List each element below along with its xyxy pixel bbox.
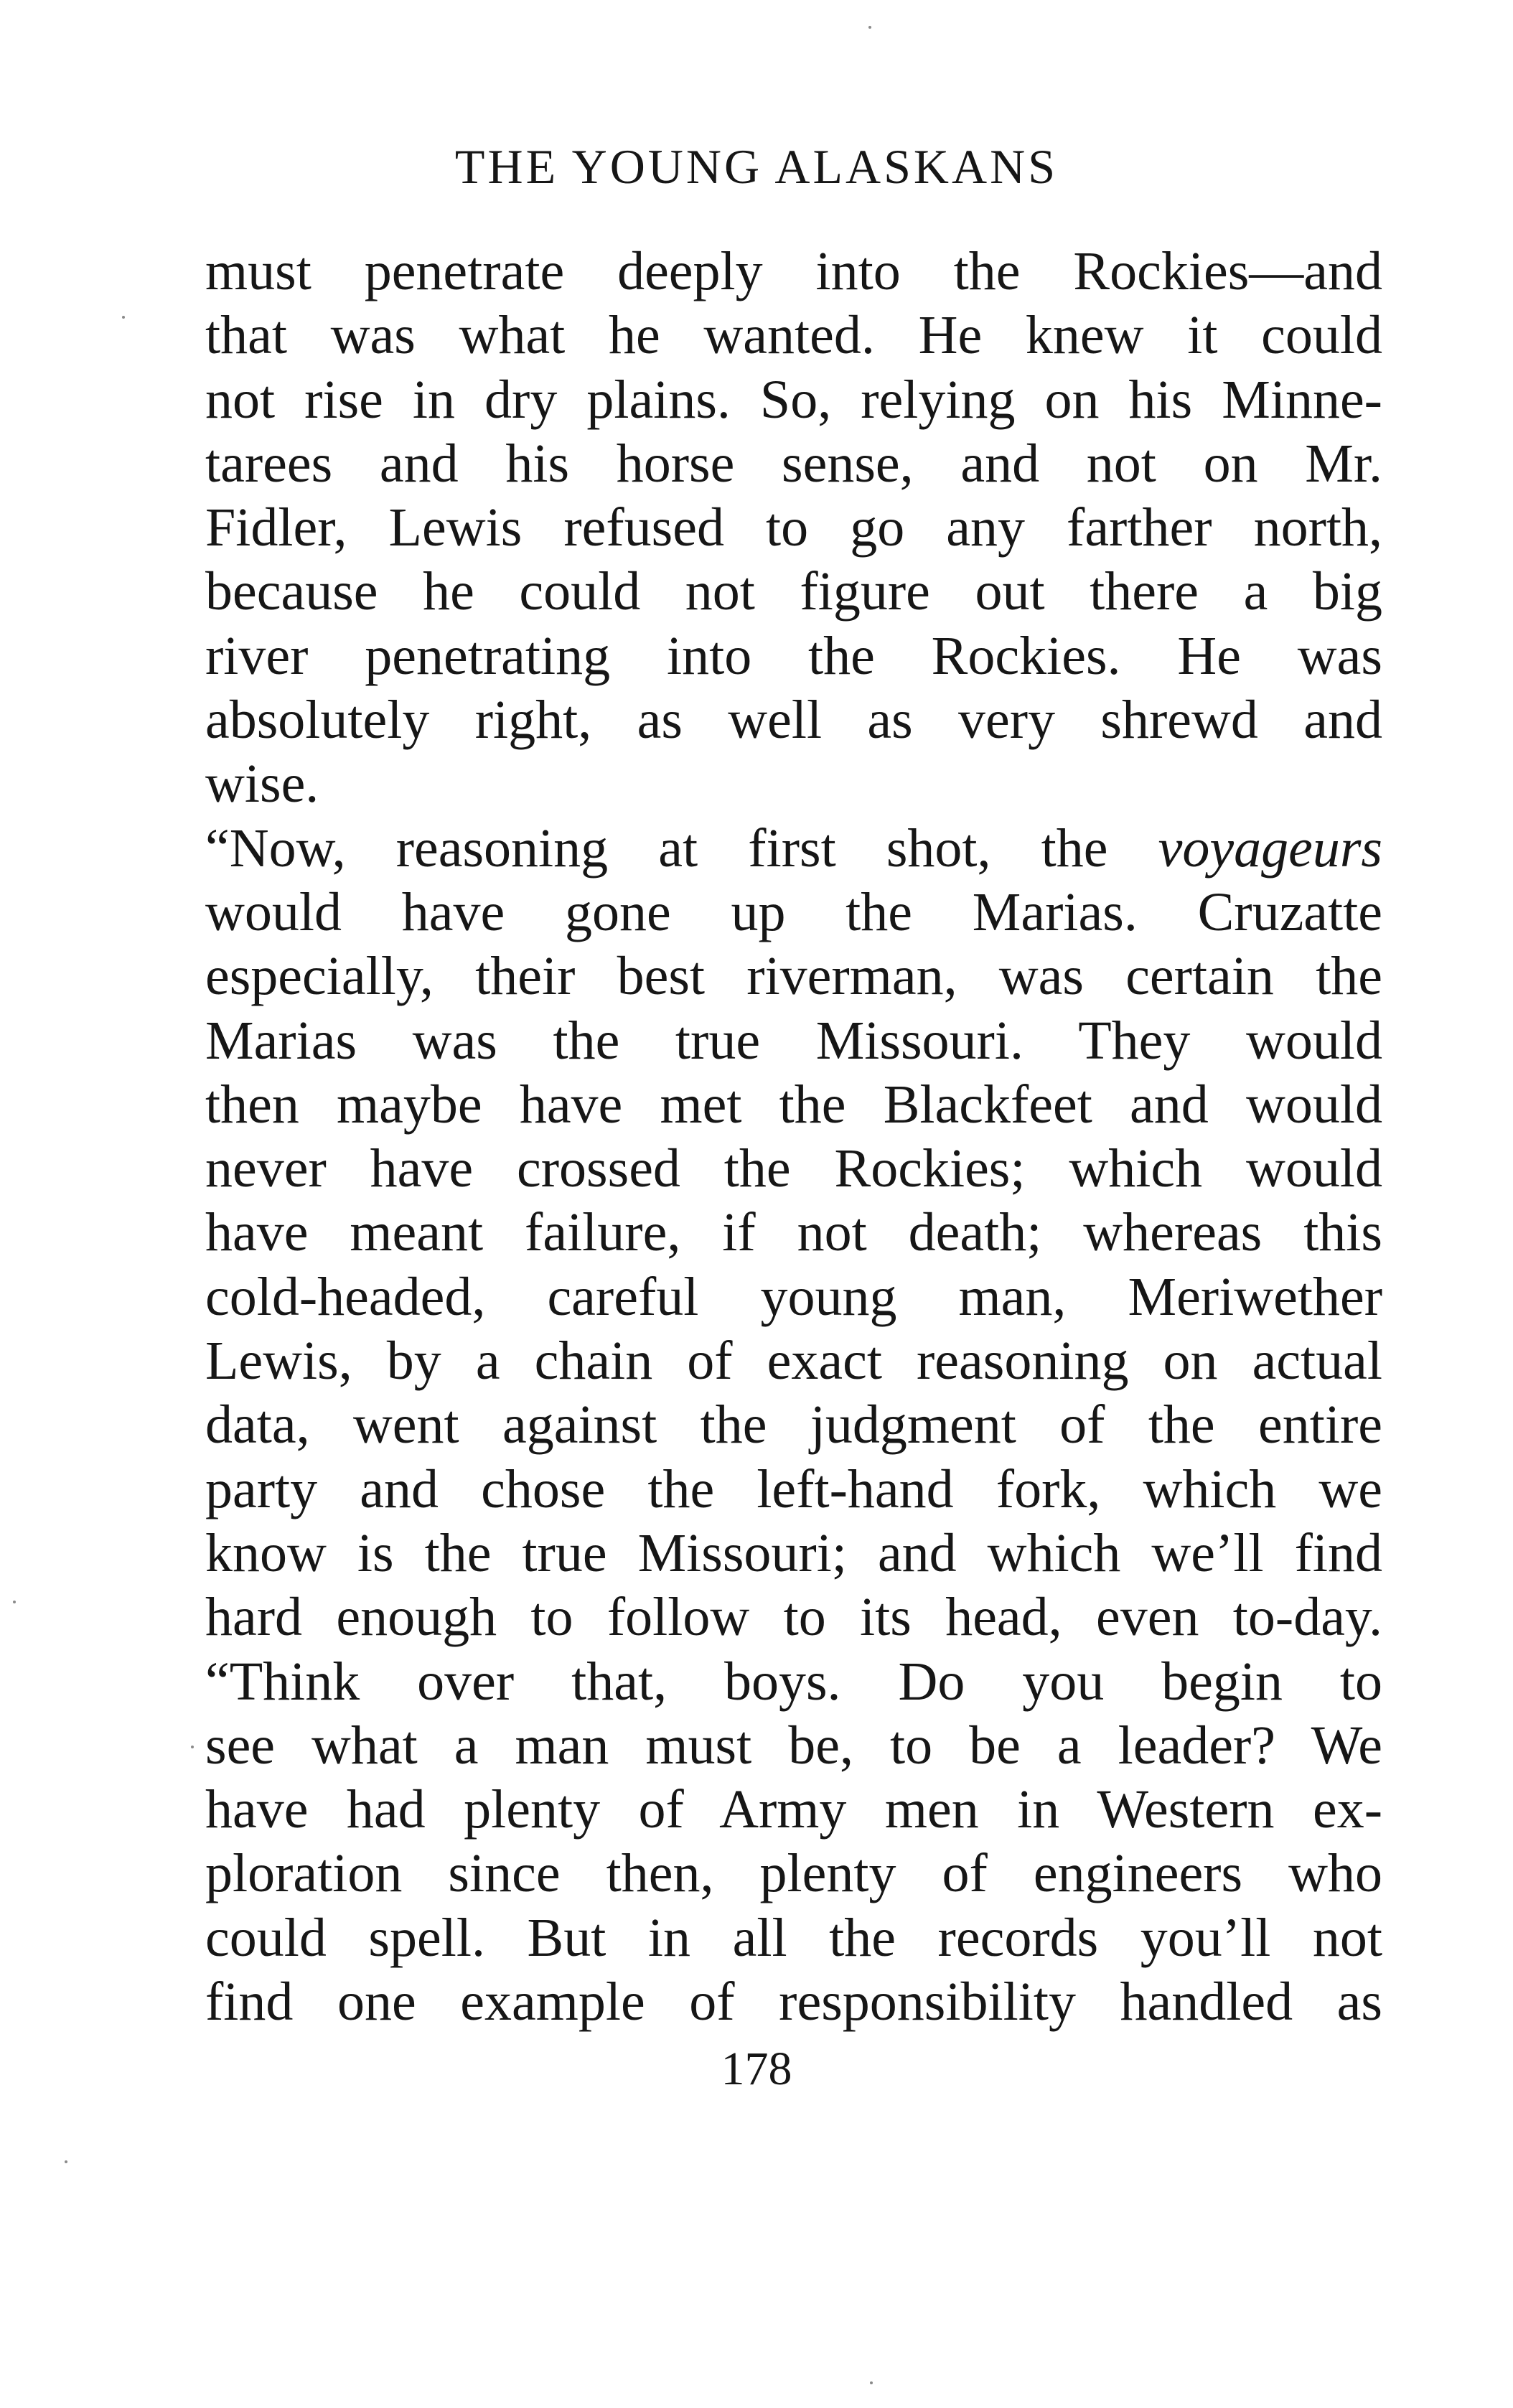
text-line: never have crossed the Rockies; which would bbox=[205, 1138, 1382, 1199]
text-line: Fidler, Lewis refused to go any farther north, bbox=[205, 497, 1382, 558]
text-line: absolutely right, as well as very shrewd and bbox=[205, 690, 1382, 751]
text-line: must penetrate deeply into the Rockies—and bbox=[205, 241, 1382, 301]
text-line: have meant failure, if not death; whereas this bbox=[205, 1202, 1382, 1263]
text-line: tarees and his horse sense, and not on Mr. bbox=[205, 433, 1382, 494]
text-line: data, went against the judgment of the entire bbox=[205, 1395, 1382, 1456]
text-line: not rise in dry plains. So, relying on his Minne- bbox=[205, 369, 1382, 430]
paper-speck bbox=[13, 1601, 16, 1603]
text-line: river penetrating into the Rockies. He was bbox=[205, 625, 1382, 686]
text-segment: “Now, reasoning at first shot, the bbox=[205, 817, 1158, 879]
text-line: ploration since then, plenty of engineers who bbox=[205, 1843, 1382, 1904]
text-line: could spell. But in all the records you’ll not bbox=[205, 1907, 1382, 1968]
text-line: find one example of responsibility handled as bbox=[205, 1972, 1382, 2033]
text-line: party and chose the left-hand fork, which we bbox=[205, 1458, 1382, 1519]
paper-speck bbox=[870, 2381, 873, 2384]
text-line: Marias was the true Missouri. They would bbox=[205, 1010, 1382, 1071]
text-line: wise. bbox=[205, 754, 319, 815]
text-line: that was what he wanted. He knew it could bbox=[205, 305, 1382, 366]
text-line: then maybe have met the Blackfeet and would bbox=[205, 1074, 1382, 1135]
paper-speck bbox=[191, 1746, 194, 1748]
text-line: “Think over that, boys. Do you begin to bbox=[205, 1651, 1382, 1712]
text-line: cold-headed, careful young man, Meriwether bbox=[205, 1266, 1382, 1327]
italic-word: voyageurs bbox=[1158, 817, 1382, 879]
running-head: THE YOUNG ALASKANS bbox=[454, 139, 1059, 194]
text-line: hard enough to follow to its head, even to-day. bbox=[205, 1587, 1382, 1648]
body-text bbox=[205, 240, 1382, 2034]
text-line: because he could not figure out there a big bbox=[205, 561, 1382, 622]
paper-speck bbox=[868, 26, 871, 29]
paper-speck bbox=[65, 2160, 67, 2163]
text-line: would have gone up the Marias. Cruzatte bbox=[205, 881, 1382, 942]
page-number: 178 bbox=[721, 2043, 792, 2095]
text-line: Lewis, by a chain of exact reasoning on actual bbox=[205, 1331, 1382, 1392]
text-line-with-italic bbox=[205, 817, 1382, 881]
text-line: see what a man must be, to be a leader? We bbox=[205, 1715, 1382, 1776]
text-line: especially, their best riverman, was certain the bbox=[205, 946, 1382, 1007]
paper-speck bbox=[122, 316, 125, 319]
text-line: have had plenty of Army men in Western ex- bbox=[205, 1779, 1382, 1840]
text-line: know is the true Missouri; and which we’ll find bbox=[205, 1522, 1382, 1583]
